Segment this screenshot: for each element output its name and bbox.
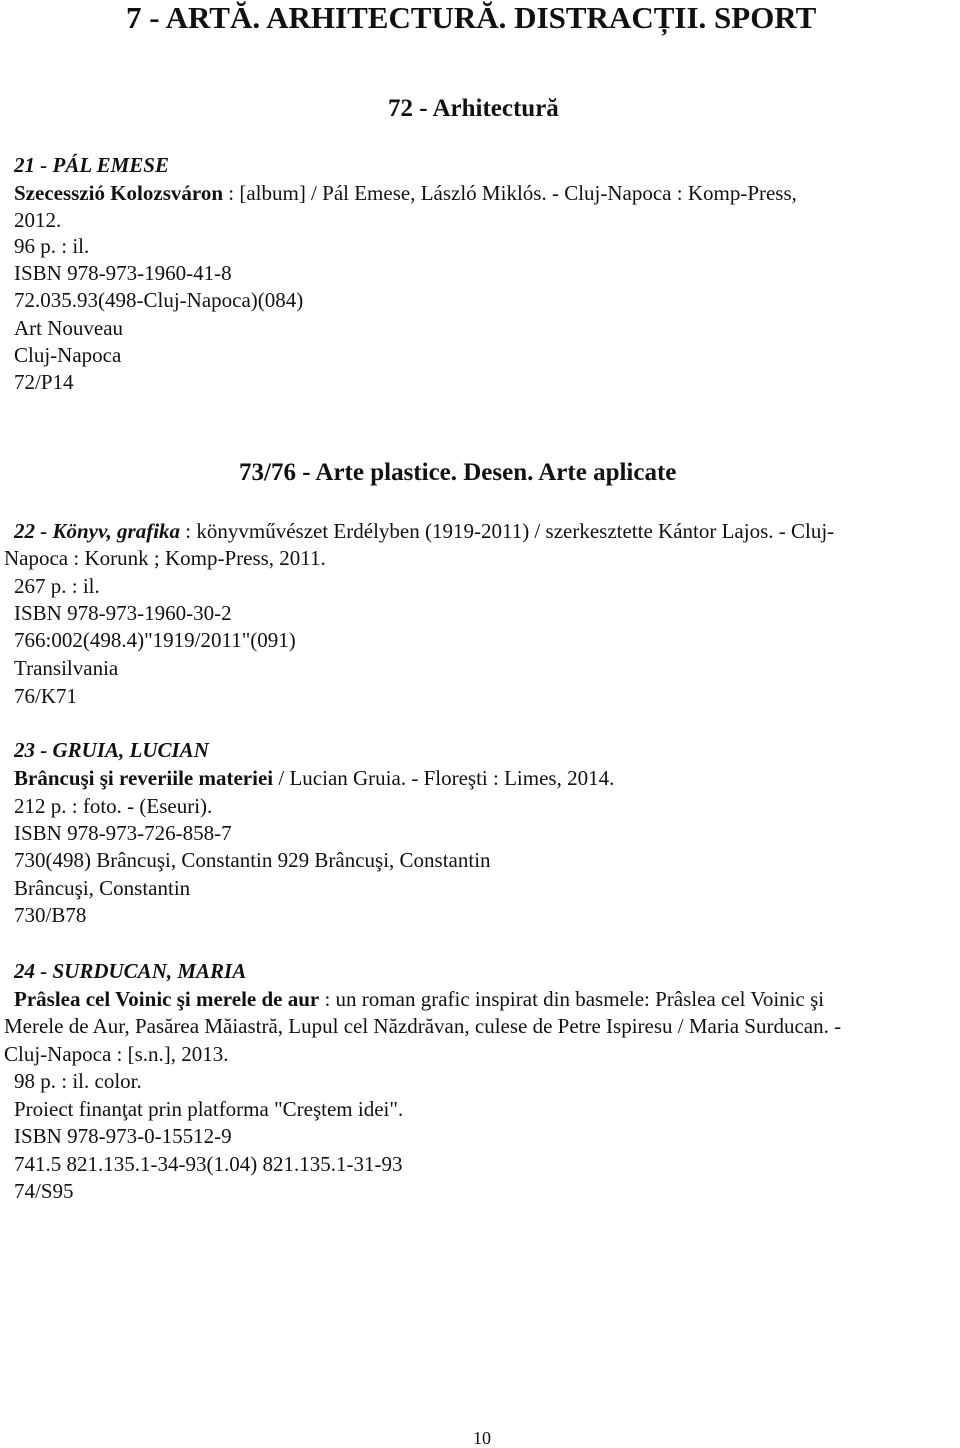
entry-23-line: ISBN 978-973-726-858-7 [14,821,232,845]
entry-22-title-bold: 22 - Könyv, grafika [14,519,181,543]
entry-23-title [14,765,614,792]
entry-24-cont: Cluj-Napoca : [s.n.], 2013. [4,1042,229,1066]
entry-23-heading: 23 - GRUIA, LUCIAN [14,738,209,762]
entry-23-title-rest: / Lucian Gruia. - Floreşti : Limes, 2014. [273,766,615,790]
chapter-title: 7 - ARTĂ. ARHITECTURĂ. DISTRACȚII. SPORT [126,0,817,35]
entry-21-line: 96 p. : il. [14,234,90,258]
entry-22-cont: Napoca : Korunk ; Komp-Press, 2011. [4,546,326,570]
entry-24-title-bold: Prâslea cel Voinic şi merele de aur [14,987,320,1011]
entry-21-line: Art Nouveau [14,316,124,340]
entry-22-title [14,518,834,545]
entry-24-line: Proiect finanţat prin platforma "Creştem idei". [14,1097,404,1121]
entry-21-title [14,180,797,207]
entry-21-cont: 2012. [14,208,62,232]
entry-24-line: 98 p. : il. color. [14,1069,142,1093]
entry-23-line: 730(498) Brâncuşi, Constantin 929 Brâncuşi, Constantin [14,848,491,872]
entry-21-line: Cluj-Napoca [14,343,122,367]
entry-24-line: 741.5 821.135.1-34-93(1.04) 821.135.1-31-93 [14,1152,403,1176]
entry-21-heading: 21 - PÁL EMESE [14,153,169,177]
entry-24-heading: 24 - SURDUCAN, MARIA [14,959,247,983]
entry-24-title [14,986,824,1013]
entry-24-title-rest: : un roman grafic inspirat din basmele: Prâslea cel Voinic şi [319,987,825,1011]
entry-21-line: ISBN 978-973-1960-41-8 [14,261,232,285]
section-title-72: 72 - Arhitectură [388,95,559,122]
section-title-73-76: 73/76 - Arte plastice. Desen. Arte aplicate [239,459,677,486]
entry-21-line: 72.035.93(498-Cluj-Napoca)(084) [14,288,304,312]
entry-22-line: Transilvania [14,656,119,680]
page-number: 10 [473,1428,491,1448]
entry-24-line: 74/S95 [14,1179,74,1203]
entry-22-line: ISBN 978-973-1960-30-2 [14,601,232,625]
entry-23-title-bold: Brâncuşi şi reveriile materiei [14,766,274,790]
entry-21-title-bold: Szecesszió Kolozsváron [14,181,223,205]
entry-22-line: 766:002(498.4)"1919/2011"(091) [14,628,296,652]
entry-24-cont: Merele de Aur, Pasărea Măiastră, Lupul cel Năzdrăvan, culese de Petre Ispiresu / Maria Surducan. - [4,1014,842,1038]
entry-24-line: ISBN 978-973-0-15512-9 [14,1124,232,1148]
entry-23-line: 212 p. : foto. - (Eseuri). [14,794,213,818]
entry-21-line: 72/P14 [14,370,74,394]
entry-21-title-rest: : [album] / Pál Emese, László Miklós. - Cluj-Napoca : Komp-Press, [223,181,797,205]
entry-22-title-rest: : könyvművészet Erdélyben (1919-2011) / szerkesztette Kántor Lajos. - Cluj- [180,519,835,543]
entry-23-line: 730/B78 [14,903,87,927]
entry-23-line: Brâncuşi, Constantin [14,876,191,900]
entry-22-line: 76/K71 [14,684,77,708]
entry-22-line: 267 p. : il. [14,574,100,598]
